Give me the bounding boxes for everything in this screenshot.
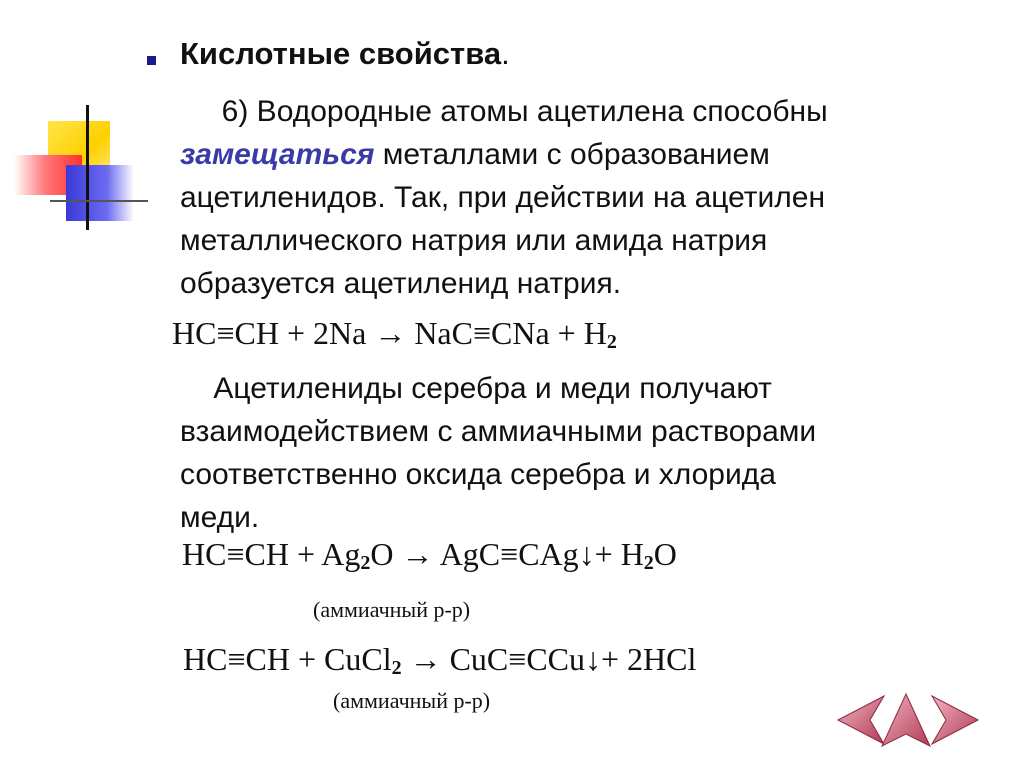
eq3-part2: → CuC≡CCu↓+ 2HCl (401, 641, 697, 677)
para1-line-3: ацетиленидов. Так, при действии на ацетилен (180, 181, 826, 214)
eq2-part3: O (653, 536, 677, 572)
para1-line-5: образуется ацетиленид натрия. (180, 267, 622, 300)
blue-square (66, 165, 134, 221)
paragraph-substitution (180, 90, 828, 305)
note-ammonia-solution-1: (аммиачный р-р) (313, 597, 471, 622)
note-ammonia-solution-2: (аммиачный р-р) (333, 688, 491, 713)
slide-navigation (834, 690, 984, 750)
eq2-part1: HC≡CH + Ag (182, 536, 361, 572)
bullet-square-icon (147, 56, 156, 65)
emphasized-word: замещаться (180, 138, 375, 171)
vertical-line (86, 105, 89, 230)
para1-line-1: 6) Водородные атомы ацетилена способны (180, 95, 828, 128)
para2-line-3: соответственно оксида серебра и хлорида (180, 458, 776, 491)
eq1-text: HC≡CH + 2Na → NaC≡CNa + H (172, 315, 607, 351)
decorative-squares-logo (10, 105, 150, 235)
slide-title (180, 36, 510, 72)
eq1-subscript: 2 (606, 331, 617, 353)
arrow-right-icon[interactable] (930, 690, 982, 750)
para1-line-4: металлического натрия или амида натрия (180, 224, 768, 257)
equation-sodium (172, 315, 617, 352)
arrow-up-icon[interactable] (880, 690, 932, 750)
paragraph-silver-copper (180, 367, 816, 539)
equation-silver (182, 536, 677, 573)
eq3-subscript: 2 (391, 657, 402, 679)
title-period: . (501, 36, 510, 71)
para1-line-2 (180, 133, 828, 176)
horizontal-line (50, 200, 148, 202)
para1-line-2-text: металлами с образованием (382, 138, 770, 171)
eq3-part1: HC≡CH + CuCl (183, 641, 392, 677)
para2-line-4: меди. (180, 501, 260, 534)
eq2-part2: O → AgC≡CAg↓+ H (370, 536, 644, 572)
eq2-subscript-1: 2 (360, 552, 371, 574)
para2-line-1: Ацетилениды серебра и меди получают (180, 372, 772, 405)
equation-copper (183, 641, 696, 678)
title-text: Кислотные свойства (180, 36, 502, 71)
para2-line-2: взаимодействием с аммиачными растворами (180, 415, 817, 448)
arrow-left-icon[interactable] (834, 690, 886, 750)
eq2-subscript-2: 2 (643, 552, 654, 574)
